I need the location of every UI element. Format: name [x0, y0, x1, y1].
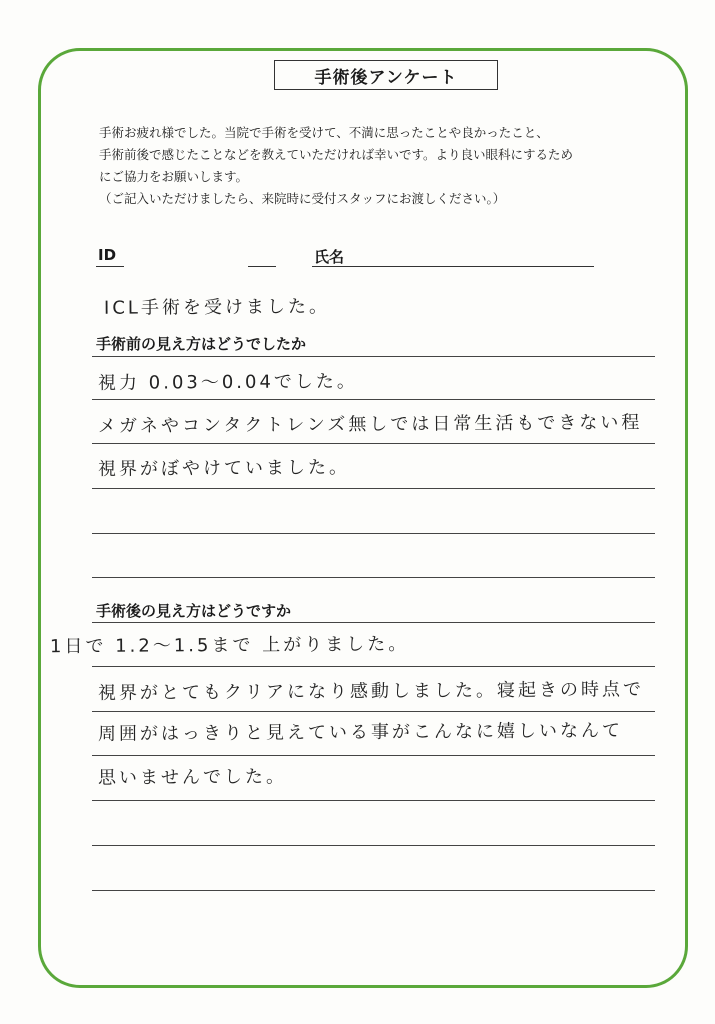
intro-line: （ご記入いただけましたら、来院時に受付スタッフにお渡しください。）: [99, 191, 506, 206]
id-field-line: [248, 266, 276, 267]
after-question: 手術後の見え方はどうですか: [96, 602, 292, 620]
ruled-line: [92, 488, 655, 489]
after-answer-line: 周囲がはっきりと見えている事がこんなに嬉しいなんて: [97, 720, 624, 745]
ruled-line: [92, 356, 655, 357]
ruled-line: [92, 711, 655, 712]
before-question: 手術前の見え方はどうでしたか: [96, 335, 307, 353]
after-answer-line: 1日で 1.2～1.5まで 上がりました。: [49, 633, 410, 658]
name-label: 氏名: [314, 248, 345, 266]
surgery-note: ICL手術を受けました。: [103, 296, 330, 319]
ruled-line: [92, 890, 655, 891]
intro-text: [99, 122, 659, 210]
id-underline: [96, 266, 124, 267]
before-answer-line: 視界がぼやけていました。: [97, 457, 351, 480]
name-field-line: [312, 266, 594, 267]
intro-line: にご協力をお願いします。: [99, 169, 249, 184]
after-answer-line: 思いませんでした。: [97, 766, 288, 789]
ruled-line: [92, 399, 655, 400]
before-answer-line: 視力 0.03～0.04でした。: [97, 371, 358, 394]
ruled-line: [92, 577, 655, 578]
ruled-line: [92, 622, 655, 623]
intro-line: 手術お疲れ様でした。当院で手術を受けて、不満に思ったことや良かったこと、: [99, 125, 549, 140]
id-label: ID: [98, 246, 117, 264]
before-answer-line: メガネやコンタクトレンズ無しでは日常生活もできない程: [97, 412, 643, 437]
intro-line: 手術前後で感じたことなどを教えていただければ幸いです。より良い眼科にするため: [99, 147, 574, 162]
after-answer-line: 視界がとてもクリアになり感動しました。寝起きの時点で: [97, 679, 645, 704]
ruled-line: [92, 666, 655, 667]
ruled-line: [92, 800, 655, 801]
ruled-line: [92, 755, 655, 756]
ruled-line: [92, 533, 655, 534]
ruled-line: [92, 443, 655, 444]
form-title: 手術後アンケート: [274, 60, 498, 90]
ruled-line: [92, 845, 655, 846]
